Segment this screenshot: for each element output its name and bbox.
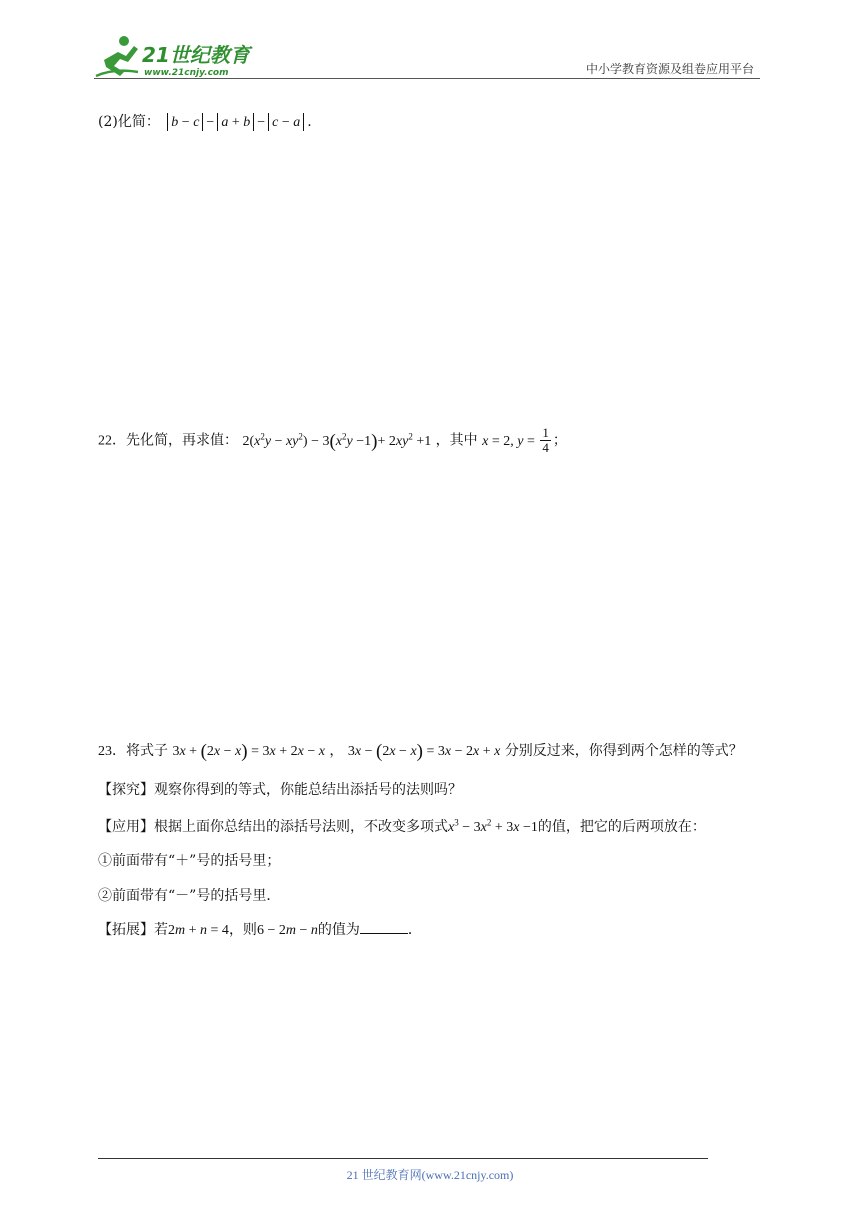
- q23-apply-prefix: 【应用】根据上面你总结出的添括号法则，不改变多项式: [98, 819, 448, 835]
- q23-sep: ，: [329, 743, 344, 759]
- q22-expression: $2(x^2y - xy^2) - 3(x^2y -1)+ 2xy^2 +1$: [242, 430, 432, 452]
- q23-intro-prefix: 将式子: [126, 743, 168, 759]
- q23-equation-1: 3x + (2x − x) = 3x + 2x − x: [172, 741, 325, 762]
- header-slogan: 中小学教育资源及组卷应用平台: [585, 62, 754, 76]
- q23-extend-mid: ，则: [228, 922, 257, 938]
- q23-number: 23．: [98, 744, 126, 759]
- q23-intro-suffix: 分别反过来，你得到两个怎样的等式？: [504, 743, 743, 759]
- q23-explore: 【探究】观察你得到的等式，你能总结出添括号的法则吗？: [98, 782, 462, 798]
- header-divider: [94, 78, 760, 79]
- q23-extend-suffix: 的值为: [317, 922, 360, 938]
- answer-blank[interactable]: [360, 919, 408, 934]
- logo-title: 21世纪教育: [142, 43, 250, 67]
- site-logo: [94, 32, 264, 80]
- q23-apply: [98, 817, 706, 838]
- q22-where: ，其中: [435, 432, 478, 449]
- q23-polynomial: $x^3 - 3x^2 + 3x -1$: [448, 817, 538, 835]
- q23-equation-2: 3x − (2x − x) = 3x − 2x + x: [347, 741, 501, 762]
- q23-extend-end: ．: [407, 922, 422, 938]
- q23-apply-suffix: 的值，把它的后两项放在：: [537, 819, 706, 835]
- q23-extend-given: 2m + n = 4: [168, 923, 229, 938]
- q23-item-2: ②前面带有“－”号的括号里．: [98, 888, 281, 904]
- q22-end: ；: [552, 432, 567, 449]
- footer-divider: [98, 1158, 708, 1159]
- q21-part2-suffix: .: [307, 114, 312, 130]
- q23-extend: [98, 919, 422, 941]
- question-23-intro: [98, 741, 743, 762]
- runner-icon: [96, 36, 138, 76]
- q22-number: 22．: [98, 433, 126, 449]
- q21-part2-prefix: (2)化简：: [98, 114, 160, 130]
- footer-link[interactable]: 21 世纪教育网(www.21cnjy.com): [346, 1168, 514, 1182]
- q22-prompt: 先化简，再求值：: [126, 432, 238, 449]
- q21-part2-expression: b − c − a + b − c − a: [164, 114, 307, 130]
- q23-extend-prefix: 【拓展】若: [98, 922, 168, 938]
- question-22: [98, 426, 567, 455]
- q23-item-1: ①前面带有“＋”号的括号里；: [98, 853, 281, 869]
- q22-condition: x = 2, y = $\frac{1}{4}$: [482, 425, 549, 455]
- q21-part2: [98, 112, 312, 133]
- logo-url: www.21cnjy.com: [144, 68, 229, 78]
- q23-extend-target: 6 − 2m − n: [256, 923, 318, 938]
